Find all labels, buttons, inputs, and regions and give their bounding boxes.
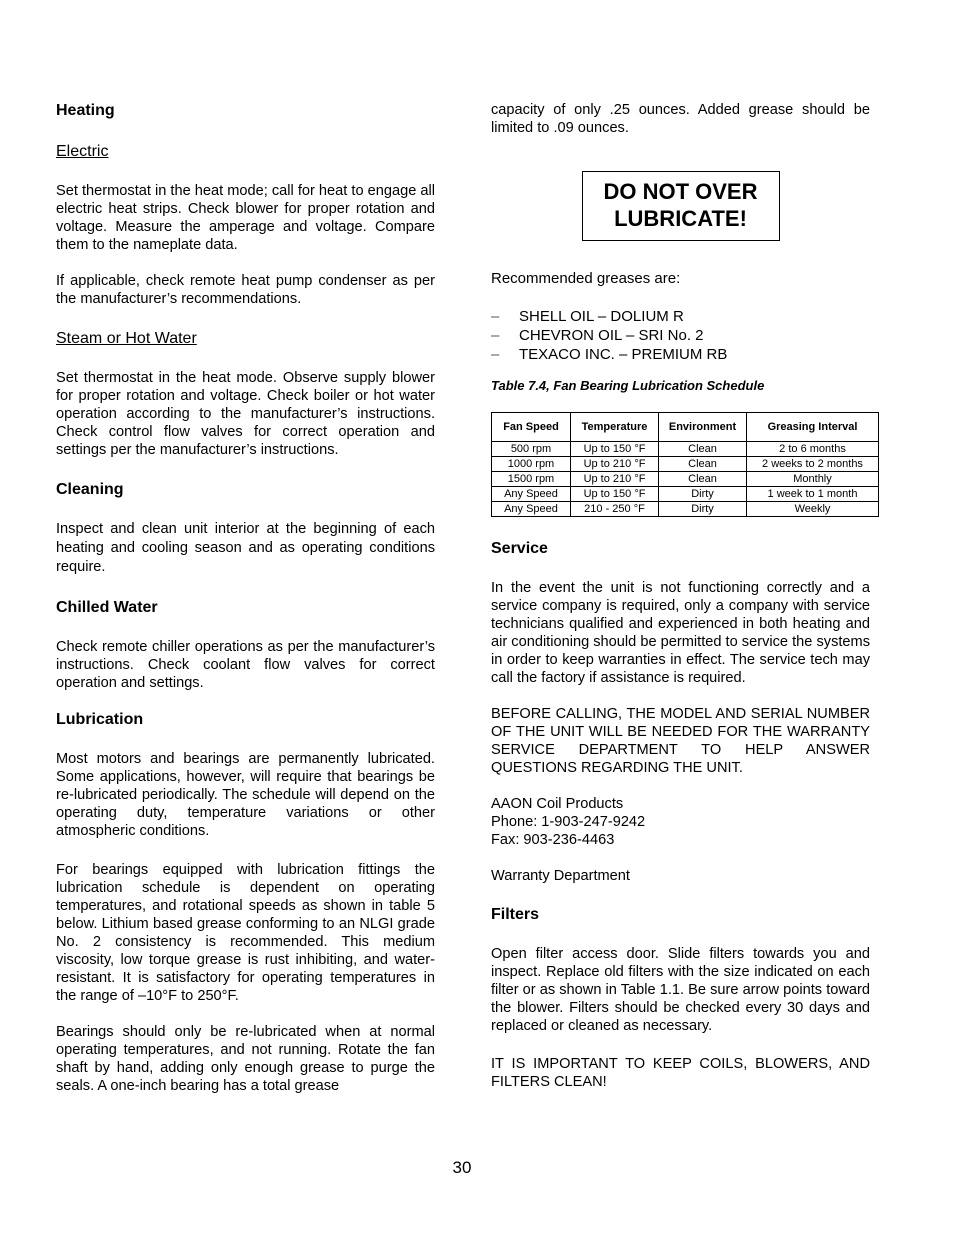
chilled-water-heading: Chilled Water [56,599,158,616]
electric-subheading: Electric [56,143,109,160]
electric-paragraph-2: If applicable, check remote heat pump condenser as per the manufacturer’s recommendations. [56,273,435,307]
list-item [491,345,870,364]
table-cell: Any Speed [492,502,571,517]
electric-paragraph-1: Set thermostat in the heat mode; call for heat to engage all electric heat strips. Check blower for proper rotation and voltage. Measure the amperage and voltage. Compare them to the nameplate data. [56,183,435,253]
table-cell: Up to 210 °F [571,472,659,487]
dash-bullet: – [491,346,500,363]
service-paragraph-1: In the event the unit is not functioning correctly and a service company is required, only a company with service technicians qualified and experienced in both heating and air conditioning should be permitted to service the systems in order to keep warranties in effect. The service tech may call the factory if assistance is required. [491,580,870,686]
service-paragraph-2: BEFORE CALLING, THE MODEL AND SERIAL NUMBER OF THE UNIT WILL BE NEEDED FOR THE WARRANTY SERVICE DEPARTMENT TO HELP ANSWER QUESTIONS REGARDING THE UNIT. [491,706,870,776]
grease-name: TEXACO INC. – PREMIUM RB [519,346,728,363]
table-header-row [492,413,879,442]
left-column [56,100,435,1095]
filters-paragraph-2: IT IS IMPORTANT TO KEEP COILS, BLOWERS, AND FILTERS CLEAN! [491,1056,870,1090]
table-cell: 2 weeks to 2 months [747,457,879,472]
column-header: Fan Speed [492,413,571,442]
table-cell: Monthly [747,472,879,487]
table-row [492,487,879,502]
warning-line-1: DO NOT OVER [603,179,758,204]
lubrication-paragraph-1: Most motors and bearings are permanently lubricated. Some applications, however, will require that bearings be re-lubricated periodically. The schedule will depend on the operating duty, temperature variations or other atmospheric conditions. [56,751,435,839]
table-cell: 1 week to 1 month [747,487,879,502]
dash-bullet: – [491,308,500,325]
table-row [492,502,879,517]
table-cell: Clean [659,472,747,487]
contact-company: AAON Coil Products [491,796,624,812]
table-row [492,457,879,472]
contact-phone: Phone: 1-903-247-9242 [491,814,646,830]
contact-fax: Fax: 903-236-4463 [491,832,615,848]
table-cell: 1000 rpm [492,457,571,472]
table-cell: Dirty [659,487,747,502]
service-heading: Service [491,540,548,557]
grease-name: CHEVRON OIL – SRI No. 2 [519,327,704,344]
cleaning-heading: Cleaning [56,481,124,498]
greases-intro: Recommended greases are: [491,270,681,287]
table-caption: Table 7.4, Fan Bearing Lubrication Schedule [491,378,765,393]
lubrication-paragraph-3: Bearings should only be re-lubricated when at normal operating temperatures, and not running. Rotate the fan shaft by hand, adding only enough grease to purge the seals. A one-inch bearing has a total grease [56,1024,435,1094]
page-number: 30 [452,1158,472,1177]
lubrication-heading: Lubrication [56,711,144,728]
table-cell: Clean [659,442,747,457]
table-cell: Weekly [747,502,879,517]
contact-block [491,795,870,849]
table-cell: 2 to 6 months [747,442,879,457]
warning-line-2: LUBRICATE! [614,206,747,231]
chilled-water-paragraph: Check remote chiller operations as per the manufacturer’s instructions. Check coolant flow valves for correct operation and settings. [56,639,435,691]
table-row [492,472,879,487]
column-header: Temperature [571,413,659,442]
list-item [491,326,870,345]
table-cell: 1500 rpm [492,472,571,487]
filters-paragraph-1: Open filter access door. Slide filters towards you and inspect. Replace old filters with the size indicated on each filter or as shown in Table 1.1. Be sure arrow points toward the blower. Filters should be checked every 30 days and replaced or cleaned as necessary. [491,946,870,1034]
grease-name: SHELL OIL – DOLIUM R [519,308,684,325]
table-cell: Clean [659,457,747,472]
cleaning-paragraph: Inspect and clean unit interior at the beginning of each heating and cooling season and as operating conditions require. [56,521,435,575]
right-column [491,100,870,1091]
table-cell: 210 - 250 °F [571,502,659,517]
column-header: Greasing Interval [747,413,879,442]
table-cell: Dirty [659,502,747,517]
table-cell: Any Speed [492,487,571,502]
table-cell: Up to 150 °F [571,442,659,457]
table-cell: Up to 210 °F [571,457,659,472]
filters-heading: Filters [491,906,540,923]
table-row [492,442,879,457]
table-cell: Up to 150 °F [571,487,659,502]
steam-subheading: Steam or Hot Water [56,330,197,347]
steam-paragraph-1: Set thermostat in the heat mode. Observe supply blower for proper rotation and voltage. Check boiler or hot water operation according to the manufacturer’s instructions. Check control flow valves for correct operation and settings per the manufacturer’s instructions. [56,370,435,458]
lubrication-paragraph-2: For bearings equipped with lubrication fittings the lubrication schedule is dependent on operating temperatures, and rotational speeds as shown in table 5 below. Lithium based grease conforming to an NLGI grade No. 2 consistency is recommended. This medium viscosity, low torque grease is rust inhibiting, and water-resistant. It is satisfactory for operating temperatures in the range of –10°F to 250°F. [56,862,435,1004]
heating-heading: Heating [56,102,115,119]
column-header: Environment [659,413,747,442]
list-item [491,307,870,326]
greases-list [491,307,870,364]
table-cell: 500 rpm [492,442,571,457]
continued-paragraph: capacity of only .25 ounces. Added grease should be limited to .09 ounces. [491,102,870,136]
warning-box [582,171,780,241]
dash-bullet: – [491,327,500,344]
warranty-department: Warranty Department [491,868,630,884]
lubrication-schedule-table [491,412,879,517]
